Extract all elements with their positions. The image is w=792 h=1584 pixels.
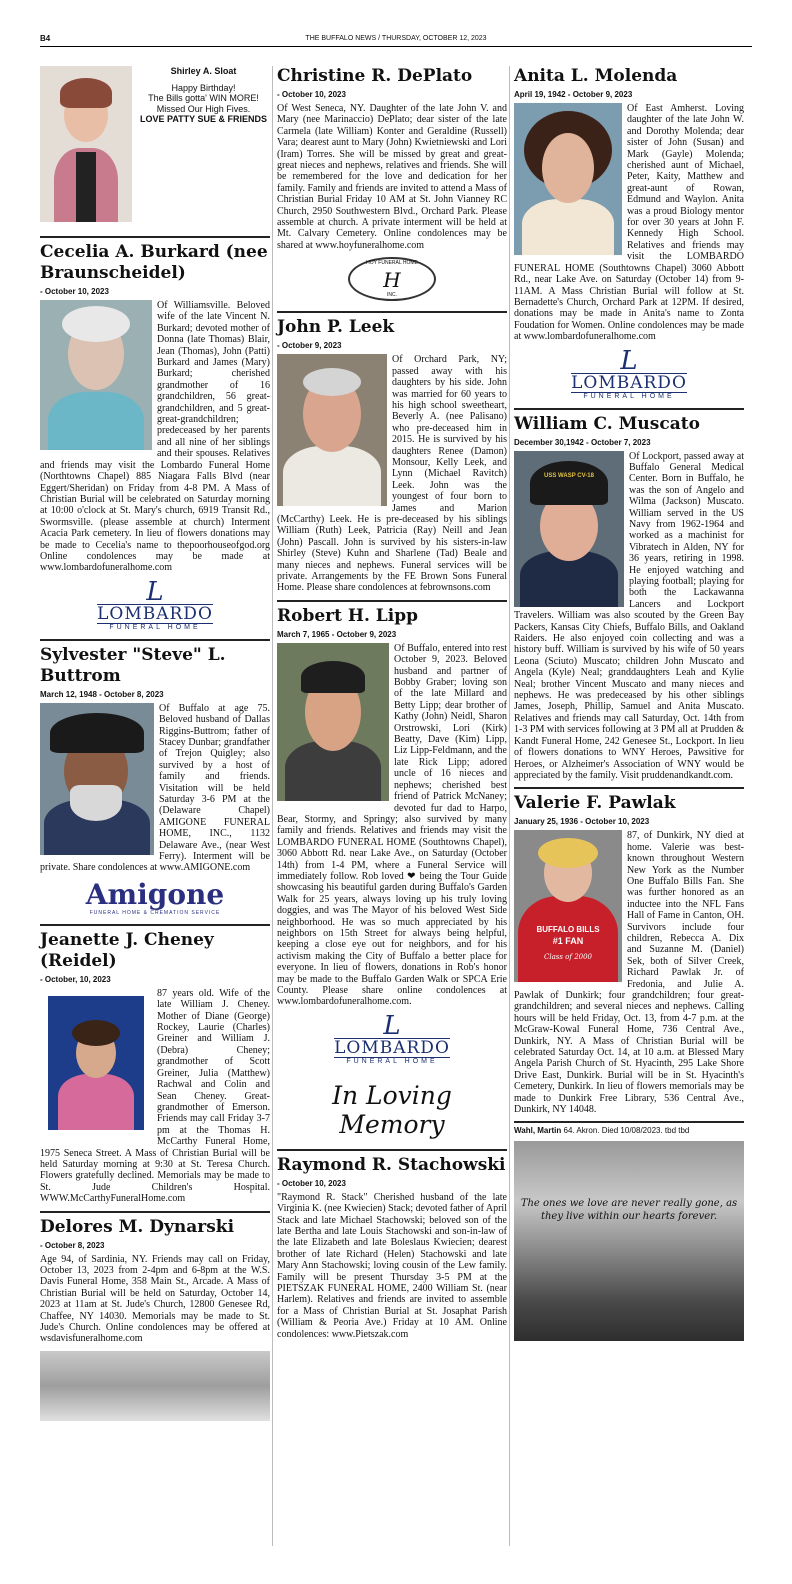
obituary-body: Of Buffalo at age 75. Beloved husband of Dallas Riggins-Buttrom; father of Stacey Dunbar; grandfather of Trejon Quigley; also survived by a host of family and friends. Visitation will be held Saturday 3-6 PM at the (Delaware Chapel) AMIGONE FUNERAL HOME, INC., 1132 Delaware Ave., (near West Ferry). Interment will be private. Share condolences at www.AMIGONE.com [40, 702, 270, 874]
obituary-text: Of West Seneca, NY. Daughter of the late John V. and Mary (nee Marinaccio) DePlato; dear sister of the late Carmela (late William) Konter and Geraldine (Russell) Vara; dearest aunt to Mary (John) Kwietniewski and Lori (Iram) Torres. She will be missed by great and great-great nieces and nephews, relatives and friends. She will be remembered for the love and dedication for her family. Family and friends are invited to attend a Mass of Christian Burial Friday 10 AM at St. John Vianney RC Church, 2950 Southwestern Blvd., Orchard Park. Please assemble at church. A private interment will be held at Mt. Calvary Cemetery. Online condolences may be shared at www.hoyfuneralhome.com [277, 103, 507, 251]
obituary-text [40, 988, 270, 1205]
wahl-text: 64. Akron. Died 10/08/2023. tbd tbd [563, 1126, 690, 1136]
obituary-body: Of Lockport, passed away at Buffalo General Medical Center. Born in Buffalo, he was the son of Angelo and Wilma (Jackson) Muscato. William served in the US Navy from 1962-1964 and worked as a machinist for Vibratech in Alden, NY for 36 years, retiring in 1998. He enjoyed watching and playing football; playing for both the Lackawanna Lancers and Lockport Travelers. William was also scouted by the Green Bay Packers, Kansas City Chiefs, Buffalo Bills, and Oakland Raiders. He also enjoyed coin collecting and was a history buff. William is survived by his wife of 50 years Leona (Sciuto) Muscato; children John Muscato and Angela (Kyle) Neal; granddaughters Leah and Kylie Neal; brother Vincent Muscato and many nieces and nephews. He was predeceased by his other siblings James, Joseph, Phillip, Samuel and Anita Muscato. Relatives and friends may call Saturday, Oct. 14th from 1-3 PM with services following at 3 PM all at Prudden & Kandt Funeral Home, 242 Genesee St., Lockport. In lieu of flowers donations to WNY Heroes, Pawsitive for Heroes, or Alzheimer's Association of WNY would be appreciated by the family. Visit pruddenandkandt.com. [514, 450, 744, 781]
obituary-text [277, 643, 507, 1008]
obituary-name: Jeanette J. Cheney (Reidel) [40, 929, 214, 971]
lombardo-initial: L [620, 345, 638, 376]
obituary-name: Robert H. Lipp [277, 605, 418, 626]
obituary-name: John P. Leek [277, 317, 395, 338]
obituary-dates: - October 10, 2023 [40, 287, 109, 296]
obituary-text: "Raymond R. Stack" Cherished husband of the late Virginia K. (nee Kwiecien) Stack; devoted father of April Stack and late Michael Stachowski; beloved son of the late Bertha and late Louis Stachowski and son-in-law of the late Elizabeth and late Boleslaus Kwiecien; dearest brother of late Richard (Helen) Stachowski and late Mary Ann Stachowski; loving cousin of the Lew family. Family will be present Thursday 3-5 PM at the PIETSZAK FUNERAL HOME, 2400 William St. (near Harlem). Relatives and friends are invited to assemble for a Mass of Christian Burial at St. Josaphat Parish (William & Peoria Ave.) Friday at 10 AM. Online condolences: www.Pietszak.com [277, 1191, 507, 1340]
obituary-dates: December 30,1942 - October 7, 2023 [514, 437, 651, 447]
obituary-burkard [40, 236, 270, 574]
lombardo-sub: FUNERAL HOME [583, 392, 675, 400]
obituary-cheney [40, 924, 270, 1205]
hoy-initial: H [383, 268, 401, 293]
obituary-body: Of Williamsville. Beloved wife of the late Vincent N. Burkard; devoted mother of Donna (late Thomas) Blair, Jean (Thomas), John (Patti) Burkard and James (Mary) Burkard; cherished grandmother of 16 grandchildren, 56 great-grandchildren, and 5 great-great-grandchildren; predeceased by her parents and all nine of her siblings and their spouses. Relatives and friends may visit the Lombardo Funeral Home (Northtowns Chapel) 885 Niagara Falls Blvd (near Eggert/Sheridan) on Friday from 4-8 PM. A Mass of Christian Burial will be celebrated on Saturday morning at 10:00 o'clock at St. Mary's church, 6919 Transit Rd., Swormsville. (please assemble at church) Interment Acacia Park cemetery. In lieu of flowers donations may be made to Cecelia's name to thepoorhouseofgod.org Online condolences may be made at www.lombardofuneralhome.com [40, 300, 270, 574]
obituary-dates: March 7, 1965 - October 9, 2023 [277, 629, 397, 639]
hoy-top: HOY FUNERAL HOME [366, 260, 418, 267]
muscato-photo [514, 451, 624, 607]
lombardo-sub: FUNERAL HOME [109, 623, 201, 631]
obituary-body: 87 years old. Wife of the late William J. Cheney. Mother of Diane (George) Rockey, Laurie (Charles) Greiner and William J. (Debra) Cheney; grandmother of Scott Greiner, Julia (Matthew) Rachwal and Colin and Sean Cheney. Great-grandmother of Emerson. Friends may call Friday 3-7 pm at the Thomas H. McCarthy Funeral Home, 1975 Seneca Street. A Mass of Christian Burial will be held Saturday morning at 9:30 at St. Teresa Church. Flowers gratefully declined. Memorials may be made to St. Jude Children's Hospital. WWW.McCarthyFuneralHome.com [40, 987, 270, 1205]
obituary-name: Christine R. DePlato [277, 66, 473, 86]
obituary-text [40, 703, 270, 874]
shirt-line-1: BUFFALO BILLS [536, 925, 600, 935]
column-divider [509, 66, 510, 1546]
obituary-deplato [277, 66, 507, 251]
amigone-sub: FUNERAL HOME & CREMATION SERVICE [89, 909, 221, 916]
obituary-dynarski [40, 1211, 270, 1421]
death-notice-wahl [514, 1121, 744, 1135]
shirt-line-2: #1 FAN [552, 936, 584, 947]
lombardo-sub: FUNERAL HOME [346, 1057, 438, 1065]
cheney-photo [40, 988, 152, 1138]
obituary-dates: - October, 10, 2023 [40, 974, 111, 984]
sloat-line: The Bills gotta' WIN MORE! [148, 93, 259, 103]
hoy-logo [277, 257, 507, 305]
lombardo-logo [40, 576, 270, 633]
obituary-text [277, 354, 507, 594]
obituary-dates: January 25, 1936 - October 10, 2023 [514, 817, 650, 827]
obituary-dates: - October 8, 2023 [40, 1240, 105, 1250]
obituary-name: Anita L. Molenda [514, 66, 678, 86]
obituary-name: Raymond R. Stachowski [277, 1154, 506, 1175]
wahl-name: Wahl, Martin [514, 1126, 562, 1136]
lombardo-initial: L [383, 1010, 401, 1041]
sloat-name: Shirley A. Sloat [170, 66, 237, 76]
amigone-logo [40, 877, 270, 918]
obituary-body: Of East Amherst. Loving daughter of the late John W. and Dorothy Molenda; dear sister of John (Susan) and Mark (Gayle) Molenda; cherished aunt of Michael, Peter, Kaity, Matthew and great-aunt of Rowan, Edmund and Waylon. Anita was a proud Biology mentor for over 30 years at John F. Kennedy High School. Relatives and friends may visit the LOMBARDO FUNERAL HOME (Southtowns Chapel) 3060 Abbott Rd., near Lake Ave. on Saturday (October 14) from 9-11AM. A Mass Christian Burial will follow at St. Bernadette's Church, Orchard Park at 12PM. If desired, donations may be made in Anita's name to Zonta Foudation for Women. Online condolences may be made at www.lombardofuneralhome.com [514, 103, 744, 343]
lombardo-logo [277, 1010, 507, 1067]
obituary-name: Delores M. Dynarski [40, 1216, 235, 1237]
sloat-line: Happy Birthday! [171, 82, 236, 93]
obituary-lipp [277, 600, 507, 1008]
obituary-dates: - October 9, 2023 [277, 341, 342, 351]
sloat-line: Missed Our High Fives. [156, 103, 251, 114]
obituary-dates: March 12, 1948 - October 8, 2023 [40, 689, 164, 699]
leek-photo [277, 354, 387, 506]
page-header [40, 34, 752, 47]
column-1 [40, 66, 270, 1427]
obituary-text [514, 103, 744, 343]
hoy-bottom: INC. [387, 292, 397, 299]
obituary-name: Sylvester "Steve" L. Buttrom [40, 644, 226, 686]
lombardo-word: LOMBARDO [571, 372, 687, 393]
column-3 [514, 66, 744, 1341]
obituary-text [514, 451, 744, 782]
lipp-photo [277, 643, 389, 801]
buttrom-photo [40, 703, 154, 855]
memorial-quote: The ones we love are never really gone, as they live within our hearts forever. [520, 1198, 738, 1223]
page-number: B4 [40, 34, 51, 43]
obituary-text [40, 300, 270, 574]
obituary-molenda [514, 66, 744, 343]
obituary-buttrom [40, 639, 270, 874]
obituary-body: Of Buffalo, entered into rest October 9, 2023. Beloved husband and partner of Bobby Graber; loving son of the late Millard and Betty Lipp; dear brother of Kathy (John) Neidl, Sharon Orstrowski, Lori (Kirk) Beatty, Dave (Kim) Lipp, Liz Lipp-Feldmann, and the late Rick Lipp; adored uncle of 16 nieces and nephews; cherished best friend of Patrick McNaney; devoted fur dad to Harpo, Bear, Stormy, and Springy; also survived by many family and friends. Relatives and friends may visit the LOMBARDO FUNERAL HOME (Southtowns Chapel), 3060 Abbott Rd. near Lake Ave., on Saturday (October 14th) from 1-4 PM, where a Funeral Service will immediately follow. Rob loved ❤ being the Tour Guide showcasing his beautiful garden during Buffalo's Garden Walk for 25 years, always loving up his truly loving doggies, and was The Mayor of his beloved West Side neighborhood. He was so much appreciated by his neighbors on 15th Street for always being helpful, keeping a close eye out for neighbors, and for his activism making the City of Buffalo a better place for everyone. In lieu of flowers, donations in Rob's honor may be made to the Buffalo Garden Walk or SPCA Erie County. Please share online condolences at www.lombardofuneralhome.com. [277, 642, 507, 1008]
shirt-line-3: Class of 2000 [543, 953, 593, 962]
obituary-name: Cecelia A. Burkard (nee Braunscheidel) [40, 242, 268, 283]
obituary-muscato [514, 408, 744, 782]
memorial-image [514, 1141, 744, 1341]
molenda-photo [514, 103, 622, 255]
lombardo-initial: L [146, 576, 164, 607]
obituary-text: Age 94, of Sardinia, NY. Friends may call on Friday, October 13, 2023 from 2-4pm and 6-8pm at the W.S. Davis Funeral Home, 358 Main St., Arcade. A Mass of Christian Burial will be held on Saturday, October 14, 2023 at 11am at St. Jude's Church, 12800 Genesee Rd, Chaffee, NY 14030. Memorials may be made to St. Jude's Church. Online condolences may be offered at wsdavisfuneralhome.com [40, 1253, 270, 1345]
sloat-photo [40, 66, 132, 222]
column-divider [272, 66, 273, 1546]
obituary-text [514, 830, 744, 1115]
flower-image [40, 1351, 270, 1421]
lombardo-word: LOMBARDO [97, 603, 213, 624]
sloat-notice [40, 66, 270, 230]
obituary-body: Of Orchard Park, NY; passed away with his daughters by his side. John was married for 60 years to his high school sweetheart, Beverly A. (nee Palisano) who pre-deceased him in 2015. He is survived by his daughters Renee (Damon) Monsour, Kelly Leek, and Lynn (Michael Ravitch) Leek. John was the youngest of four born to James and Marion (McCarthy) Leek. He is pre-deceased by his siblings William (Ruth) Leek, Patricia (Ray) Neill and Jean (John) Pascall. John is survived by his sisters-in-law Shirley (Steve) Kuhn and Sharlene (Tad) Beale and many nieces and nephews. Funeral services will be private. Arrangements by the FE Brown Sons Funeral Home. Please share condolences at febrownsons.com [277, 354, 507, 594]
obituary-dates: April 19, 1942 - October 9, 2023 [514, 90, 633, 99]
column-2 [277, 66, 507, 1346]
masthead: THE BUFFALO NEWS / THURSDAY, OCTOBER 12, 2023 [305, 35, 487, 42]
obituary-name: William C. Muscato [514, 413, 700, 434]
obituary-name: Valerie F. Pawlak [514, 793, 676, 814]
burkard-photo [40, 300, 152, 450]
obituary-stachowski [277, 1149, 507, 1340]
obituary-pawlak [514, 787, 744, 1115]
pawlak-photo [514, 830, 622, 982]
obituary-dates: - October 10, 2023 [277, 90, 346, 99]
obituary-dates: - October 10, 2023 [277, 1178, 346, 1188]
in-loving-memory-heading: In Loving Memory [332, 1080, 452, 1139]
amigone-word: Amigone [85, 877, 225, 911]
cap-text: USS WASP CV-18 [544, 472, 594, 479]
sloat-signoff: LOVE PATTY SUE & FRIENDS [139, 114, 267, 124]
obituary-body: 87, of Dunkirk, NY died at home. Valerie was best-known throughout Western New York as the Number One Buffalo Bills Fan. She was further honored as an inductee into the NFL Fans Hall of Fame in Canton, OH. Survivors include four children, Rebecca A. Dix and Suzanne M. (Daniel) Sek, both of Silver Creek, Richard Pawlak Jr. of Fredonia, and Julie A. Pawlak of Dunkirk; four grandchildren; four great-grandchildren; and several nieces and nephews. Calling hours will be held Friday, Oct. 13, from 4-7 p.m. at the McGraw-Kowal Funeral Home, 736 Central Ave., Dunkirk, NY. A Mass of Christian Burial will be celebrated Saturday Oct. 14, at 10 a.m. at Blessed Mary Angela Parish Church of St. Hyacinth, 295 Lake Shore Drive East, Dunkirk. Burial will be in St. Hyacinth's Cemetery, Dunkirk. In lieu of flowers memorials may be made to Dunkirk Free Library, 536 Central Ave., Dunkirk, NY 14048. [514, 830, 744, 1116]
obituary-leek [277, 311, 507, 594]
lombardo-word: LOMBARDO [334, 1037, 450, 1058]
lombardo-logo [514, 345, 744, 402]
